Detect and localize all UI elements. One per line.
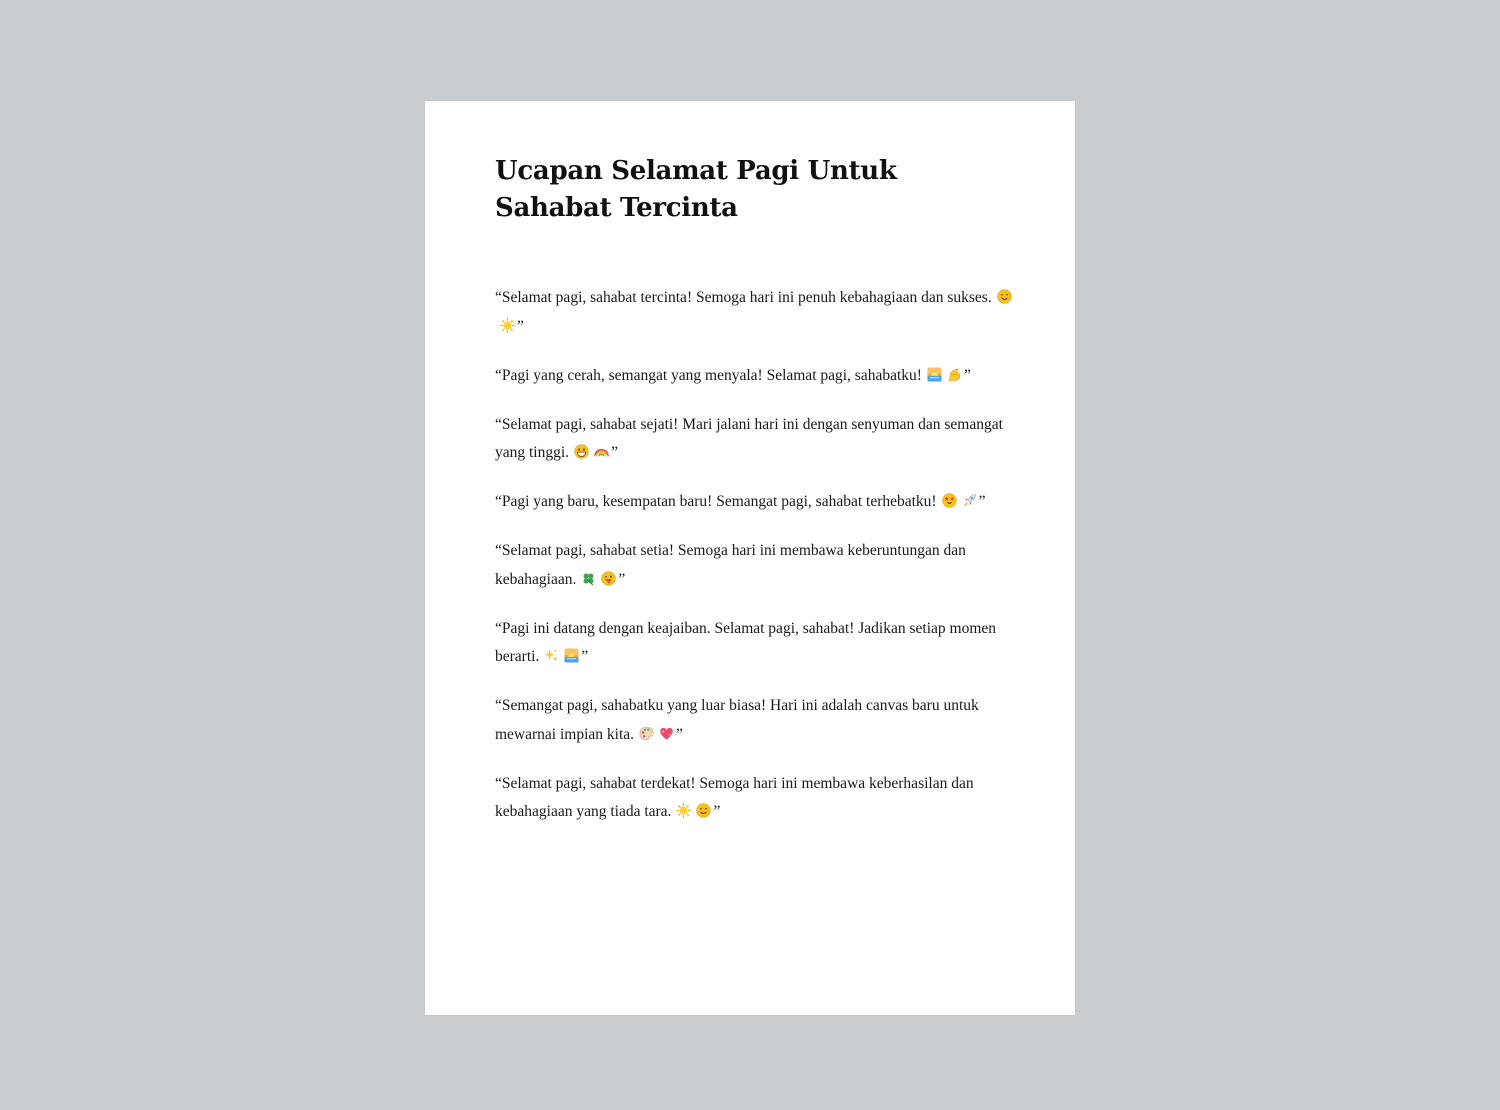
sunrise-icon bbox=[927, 367, 942, 382]
quote-item bbox=[495, 488, 1020, 517]
rainbow-icon bbox=[594, 444, 609, 459]
closing-quote-mark: ” bbox=[713, 803, 721, 820]
quote-item bbox=[495, 537, 1020, 594]
sparkles-icon bbox=[544, 648, 559, 663]
quote-item bbox=[495, 615, 1020, 672]
sunrise-icon bbox=[564, 648, 579, 663]
closing-quote-mark: ” bbox=[978, 493, 986, 510]
quote-item bbox=[495, 362, 1020, 391]
quote-text: “Pagi yang cerah, semangat yang menyala! Selamat pagi, sahabatku! bbox=[495, 366, 922, 384]
quote-item bbox=[495, 692, 1020, 749]
closing-quote-mark: ” bbox=[676, 725, 683, 743]
quote-list bbox=[495, 284, 1020, 847]
smiling-face-icon bbox=[997, 289, 1012, 304]
quote-text: “Selamat pagi, sahabat setia! Semoga hari ini membawa keberuntungan dan kebahagiaan. bbox=[495, 542, 966, 588]
quote-text: “Selamat pagi, sahabat terdekat! Semoga hari ini membawa keberhasilan dan kebahagiaan yang tiada tara. bbox=[495, 774, 974, 820]
closing-quote-mark: ” bbox=[963, 366, 971, 384]
quote-text: “Pagi ini datang dengan keajaiban. Selamat pagi, sahabat! Jadikan setiap momen berarti. bbox=[495, 619, 997, 665]
rocket-icon bbox=[962, 493, 977, 508]
smiling-face-icon bbox=[696, 803, 711, 818]
sparkling-heart-icon bbox=[659, 726, 674, 741]
star-struck-face-icon bbox=[942, 493, 957, 508]
artist-palette-icon bbox=[639, 726, 654, 741]
sun-icon bbox=[500, 318, 515, 333]
document-title: Ucapan Selamat Pagi Untuk Sahabat Tercinta bbox=[495, 156, 897, 223]
flexed-biceps-icon bbox=[947, 367, 962, 382]
winking-tongue-face-icon bbox=[601, 571, 616, 586]
quote-text: “Selamat pagi, sahabat sejati! Mari jalani hari ini dengan senyuman dan semangat yang tinggi. bbox=[495, 415, 1003, 461]
closing-quote-mark: ” bbox=[581, 648, 589, 665]
quote-text: “Pagi yang baru, kesempatan baru! Semangat pagi, sahabat terhebatku! bbox=[495, 493, 937, 510]
sun-icon bbox=[676, 803, 691, 818]
grinning-face-icon bbox=[574, 444, 589, 459]
quote-text: “Selamat pagi, sahabat tercinta! Semoga hari ini penuh kebahagiaan dan sukses. bbox=[495, 289, 992, 306]
quote-item bbox=[495, 411, 1020, 468]
document-page bbox=[425, 101, 1075, 1015]
four-leaf-clover-icon bbox=[581, 571, 596, 586]
quote-item bbox=[495, 284, 1020, 341]
closing-quote-mark: ” bbox=[517, 317, 524, 335]
closing-quote-mark: ” bbox=[611, 444, 618, 461]
closing-quote-mark: ” bbox=[618, 570, 626, 588]
quote-item bbox=[495, 770, 1020, 827]
quote-text: “Semangat pagi, sahabatku yang luar biasa! Hari ini adalah canvas baru untuk mewarnai impian kita. bbox=[495, 697, 979, 743]
